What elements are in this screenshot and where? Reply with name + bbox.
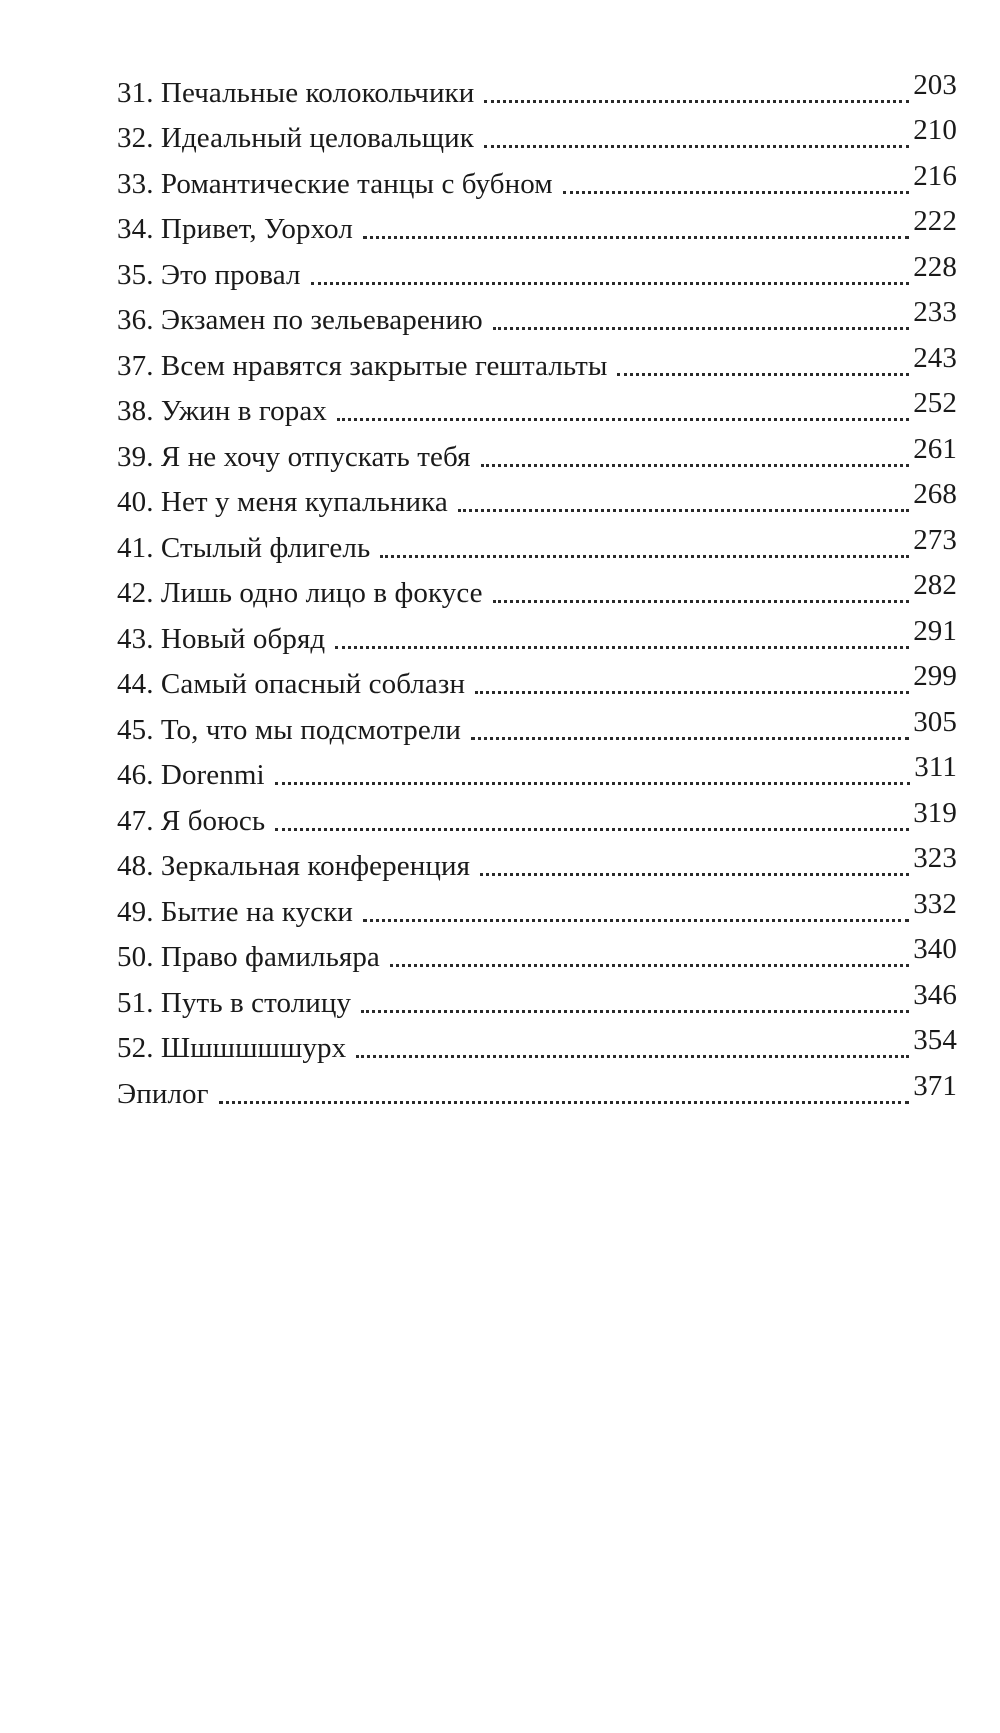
toc-dot-leader <box>617 373 909 376</box>
toc-entry-page: 354 <box>913 1024 957 1056</box>
toc-entry-title: 51. Путь в столицу <box>117 986 352 1019</box>
toc-entry-title: 41. Стылый флигель <box>117 531 371 564</box>
toc-entry <box>117 608 957 654</box>
toc-entry <box>117 1063 957 1109</box>
toc-entry <box>117 335 957 381</box>
toc-entry <box>117 244 957 290</box>
toc-dot-leader <box>311 282 910 285</box>
toc-dot-leader <box>335 646 909 649</box>
toc-entry-page: 305 <box>913 705 957 738</box>
toc-entry-title: 47. Я боюсь <box>117 804 266 837</box>
toc-dot-leader <box>481 464 910 467</box>
toc-entry-page: 243 <box>913 341 957 374</box>
toc-entry <box>117 108 957 154</box>
toc-entry <box>117 472 957 518</box>
toc-entry <box>117 62 957 108</box>
toc-entry-page: 291 <box>913 614 957 647</box>
toc-entry-title: 48. Зеркальная конференция <box>117 850 471 882</box>
toc-entry-page: 323 <box>913 842 957 874</box>
toc-entry <box>117 790 957 836</box>
toc-entry-page: 203 <box>913 68 957 101</box>
toc-entry <box>117 153 957 199</box>
toc-entry-title: 35. Это провал <box>117 258 301 291</box>
toc-entry-title: Эпилог <box>117 1077 209 1110</box>
toc-entry <box>117 745 957 791</box>
toc-entry-title: 37. Всем нравятся закрытые гештальты <box>117 349 608 382</box>
toc-dot-leader <box>363 236 909 239</box>
toc-entry <box>117 654 957 700</box>
toc-entry-title: 36. Экзамен по зельеварению <box>117 304 483 336</box>
toc-entry-page: 299 <box>913 660 957 692</box>
toc-entry-title: 34. Привет, Уорхол <box>117 213 353 245</box>
toc-entry-page: 228 <box>913 250 957 283</box>
toc-entry <box>117 426 957 472</box>
toc-dot-leader <box>337 418 909 421</box>
toc-entry-title: 33. Романтические танцы с бубном <box>117 167 553 200</box>
toc-entry-page: 311 <box>914 751 957 783</box>
toc-entry <box>117 290 957 336</box>
toc-entry-title: 38. Ужин в горах <box>117 395 327 427</box>
toc-dot-leader <box>458 509 909 512</box>
toc-entry-page: 346 <box>913 978 957 1011</box>
toc-entry <box>117 1018 957 1064</box>
toc-entry <box>117 199 957 245</box>
toc-dot-leader <box>475 691 909 694</box>
toc-dot-leader <box>361 1010 909 1013</box>
toc-entry-page: 210 <box>913 114 957 146</box>
toc-entry-title: 45. То, что мы подсмотрели <box>117 713 462 746</box>
toc-entry-page: 216 <box>913 159 957 192</box>
toc-entry-title: 52. Шшшшшшурх <box>117 1032 347 1064</box>
toc-entry-title: 43. Новый обряд <box>117 622 326 655</box>
toc-dot-leader <box>275 828 909 831</box>
toc-entry-title: 31. Печальные колокольчики <box>117 76 475 109</box>
toc-entry-page: 340 <box>913 933 957 965</box>
toc-dot-leader <box>219 1101 910 1104</box>
toc-dot-leader <box>480 873 909 876</box>
toc-dot-leader <box>493 327 909 330</box>
toc-entry-title: 44. Самый опасный соблазн <box>117 668 466 700</box>
toc-entry-title: 49. Бытие на куски <box>117 895 354 928</box>
toc-entry-page: 252 <box>913 387 957 419</box>
toc-entry <box>117 927 957 973</box>
toc-entry-page: 332 <box>913 887 957 920</box>
toc-entry-page: 319 <box>913 796 957 829</box>
toc-entry-title: 42. Лишь одно лицо в фокусе <box>117 577 483 609</box>
toc-entry <box>117 563 957 609</box>
toc-entry-title: 32. Идеальный целовальщик <box>117 122 474 154</box>
toc-dot-leader <box>471 737 909 740</box>
toc-entry-title: 46. Dorenmi <box>117 759 265 791</box>
toc-dot-leader <box>356 1055 909 1058</box>
table-of-contents <box>117 62 957 1109</box>
toc-entry-title: 50. Право фамильяра <box>117 941 380 973</box>
toc-entry-title: 40. Нет у меня купальника <box>117 486 448 518</box>
toc-entry-title: 39. Я не хочу отпускать тебя <box>117 440 471 473</box>
toc-entry-page: 371 <box>913 1069 957 1102</box>
toc-entry-page: 233 <box>913 296 957 328</box>
toc-dot-leader <box>275 782 911 785</box>
toc-dot-leader <box>380 555 909 558</box>
toc-dot-leader <box>390 964 909 967</box>
toc-entry-page: 222 <box>913 205 957 237</box>
toc-entry-page: 282 <box>913 569 957 601</box>
toc-entry <box>117 517 957 563</box>
toc-entry-page: 268 <box>913 478 957 510</box>
toc-entry <box>117 972 957 1018</box>
toc-dot-leader <box>363 919 909 922</box>
toc-entry <box>117 381 957 427</box>
toc-dot-leader <box>484 100 909 103</box>
toc-entry-page: 273 <box>913 523 957 556</box>
toc-entry <box>117 836 957 882</box>
toc-entry-page: 261 <box>913 432 957 465</box>
toc-dot-leader <box>493 600 910 603</box>
toc-dot-leader <box>563 191 909 194</box>
toc-dot-leader <box>484 145 909 148</box>
toc-entry <box>117 699 957 745</box>
toc-entry <box>117 881 957 927</box>
